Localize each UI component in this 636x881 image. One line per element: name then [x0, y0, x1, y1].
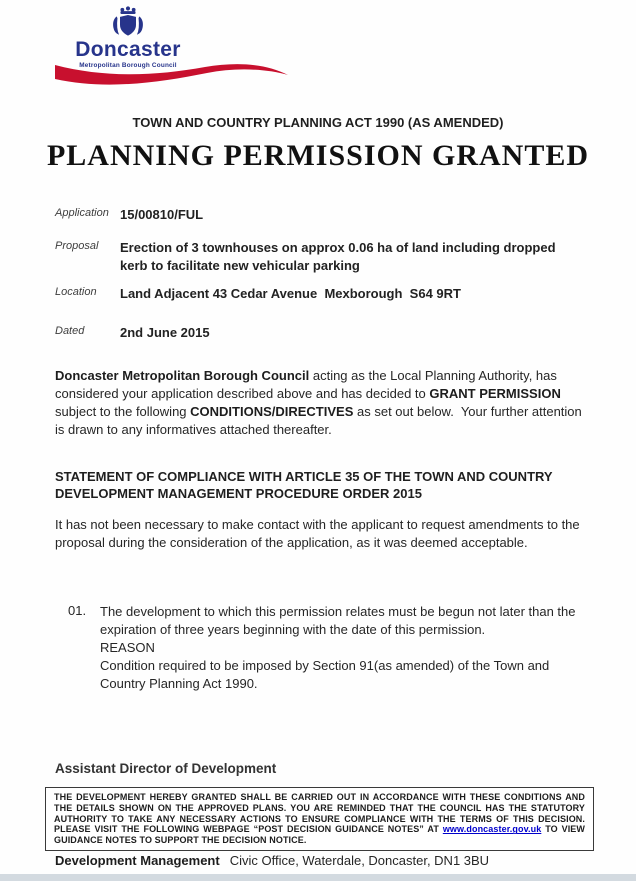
location-label: Location: [55, 286, 97, 298]
notice-text-pre: THE DEVELOPMENT HEREBY GRANTED SHALL BE CARRIED OUT IN ACCORDANCE WITH THESE CONDITIONS AND THE DETAILS SHOWN ON THE APPROVED PLANS. YOU ARE REMINDED THAT THE COUNCIL HAS THE STATUTORY AUTHORITY TO TAKE ANY NECESSARY ACTIONS TO ENSURE COMPLIANCE WITH THE TERMS OF THIS DECISION. PLEASE VISIT THE FOLLOWING WEBPAGE “POST DECISION GUIDANCE NOTES” AT: [54, 792, 585, 835]
council-subtitle: Metropolitan Borough Council: [79, 62, 177, 69]
decision-text-2: subject to the following: [55, 386, 565, 419]
condition-text: The development to which this permission relates must be begun not later than the expiration of three years beginning with the date of this permission.: [100, 604, 576, 637]
page-title: PLANNING PERMISSION GRANTED: [46, 139, 590, 172]
conditions-directives-bold: CONDITIONS/DIRECTIVES: [190, 404, 354, 419]
condition-reason-text: Condition required to be imposed by Section 91(as amended) of the Town and Country Planning Act 1990.: [100, 658, 550, 691]
statement-body: It has not been necessary to make contact with the applicant to request amendments to the proposal during the consideration of the application, as it was deemed acceptable.: [55, 517, 580, 550]
dated-label: Dated: [55, 325, 85, 337]
footer-address-line: [55, 853, 595, 868]
location-value: Land Adjacent 43 Cedar Avenue Mexborough S64 9RT: [120, 286, 461, 301]
condition-body: [100, 603, 588, 693]
council-name-bold: Doncaster Metropolitan Borough Council: [55, 368, 310, 383]
proposal-label: Proposal: [55, 240, 99, 252]
footer-address: Civic Office, Waterdale, Doncaster, DN1 3BU: [229, 853, 490, 868]
condition-reason-label: REASON: [100, 640, 155, 655]
decision-text-1: acting as the Local Planning Authority, has considered your application described above and has decided to: [55, 368, 561, 401]
decision-paragraph: [55, 367, 585, 439]
notice-text-post: TO VIEW GUIDANCE NOTES TO SUPPORT THE DECISION NOTICE.: [54, 824, 585, 846]
proposal-value: Erection of 3 townhouses on approx 0.06 ha of land including dropped kerb to facilitate new vehicular parking: [120, 240, 560, 273]
council-crest-icon: [109, 6, 147, 38]
page-edge-strip: [0, 874, 636, 881]
council-name: Doncaster: [75, 38, 181, 61]
act-heading: TOWN AND COUNTRY PLANNING ACT 1990 (AS AMENDED): [132, 115, 504, 130]
grant-permission-bold: GRANT PERMISSION: [429, 386, 561, 401]
condition-number: 01.: [68, 603, 87, 618]
statement-heading: STATEMENT OF COMPLIANCE WITH ARTICLE 35 OF THE TOWN AND COUNTRY DEVELOPMENT MANAGEMENT PROCEDURE ORDER 2015: [55, 469, 553, 501]
signatory-title: Assistant Director of Development: [55, 761, 277, 776]
decision-text-3: as set out below. Your further attention is drawn to any informatives attached thereafter.: [55, 404, 586, 437]
dated-value: 2nd June 2015: [120, 325, 210, 340]
application-label: Application: [55, 207, 109, 219]
doncaster-gov-link[interactable]: www.doncaster.gov.uk: [442, 824, 542, 835]
council-logo: [75, 6, 181, 69]
footer-department: Development Management: [55, 853, 220, 868]
red-swoosh-graphic: [55, 62, 290, 89]
decision-notice-box: [45, 787, 594, 851]
application-value: 15/00810/FUL: [120, 207, 204, 222]
